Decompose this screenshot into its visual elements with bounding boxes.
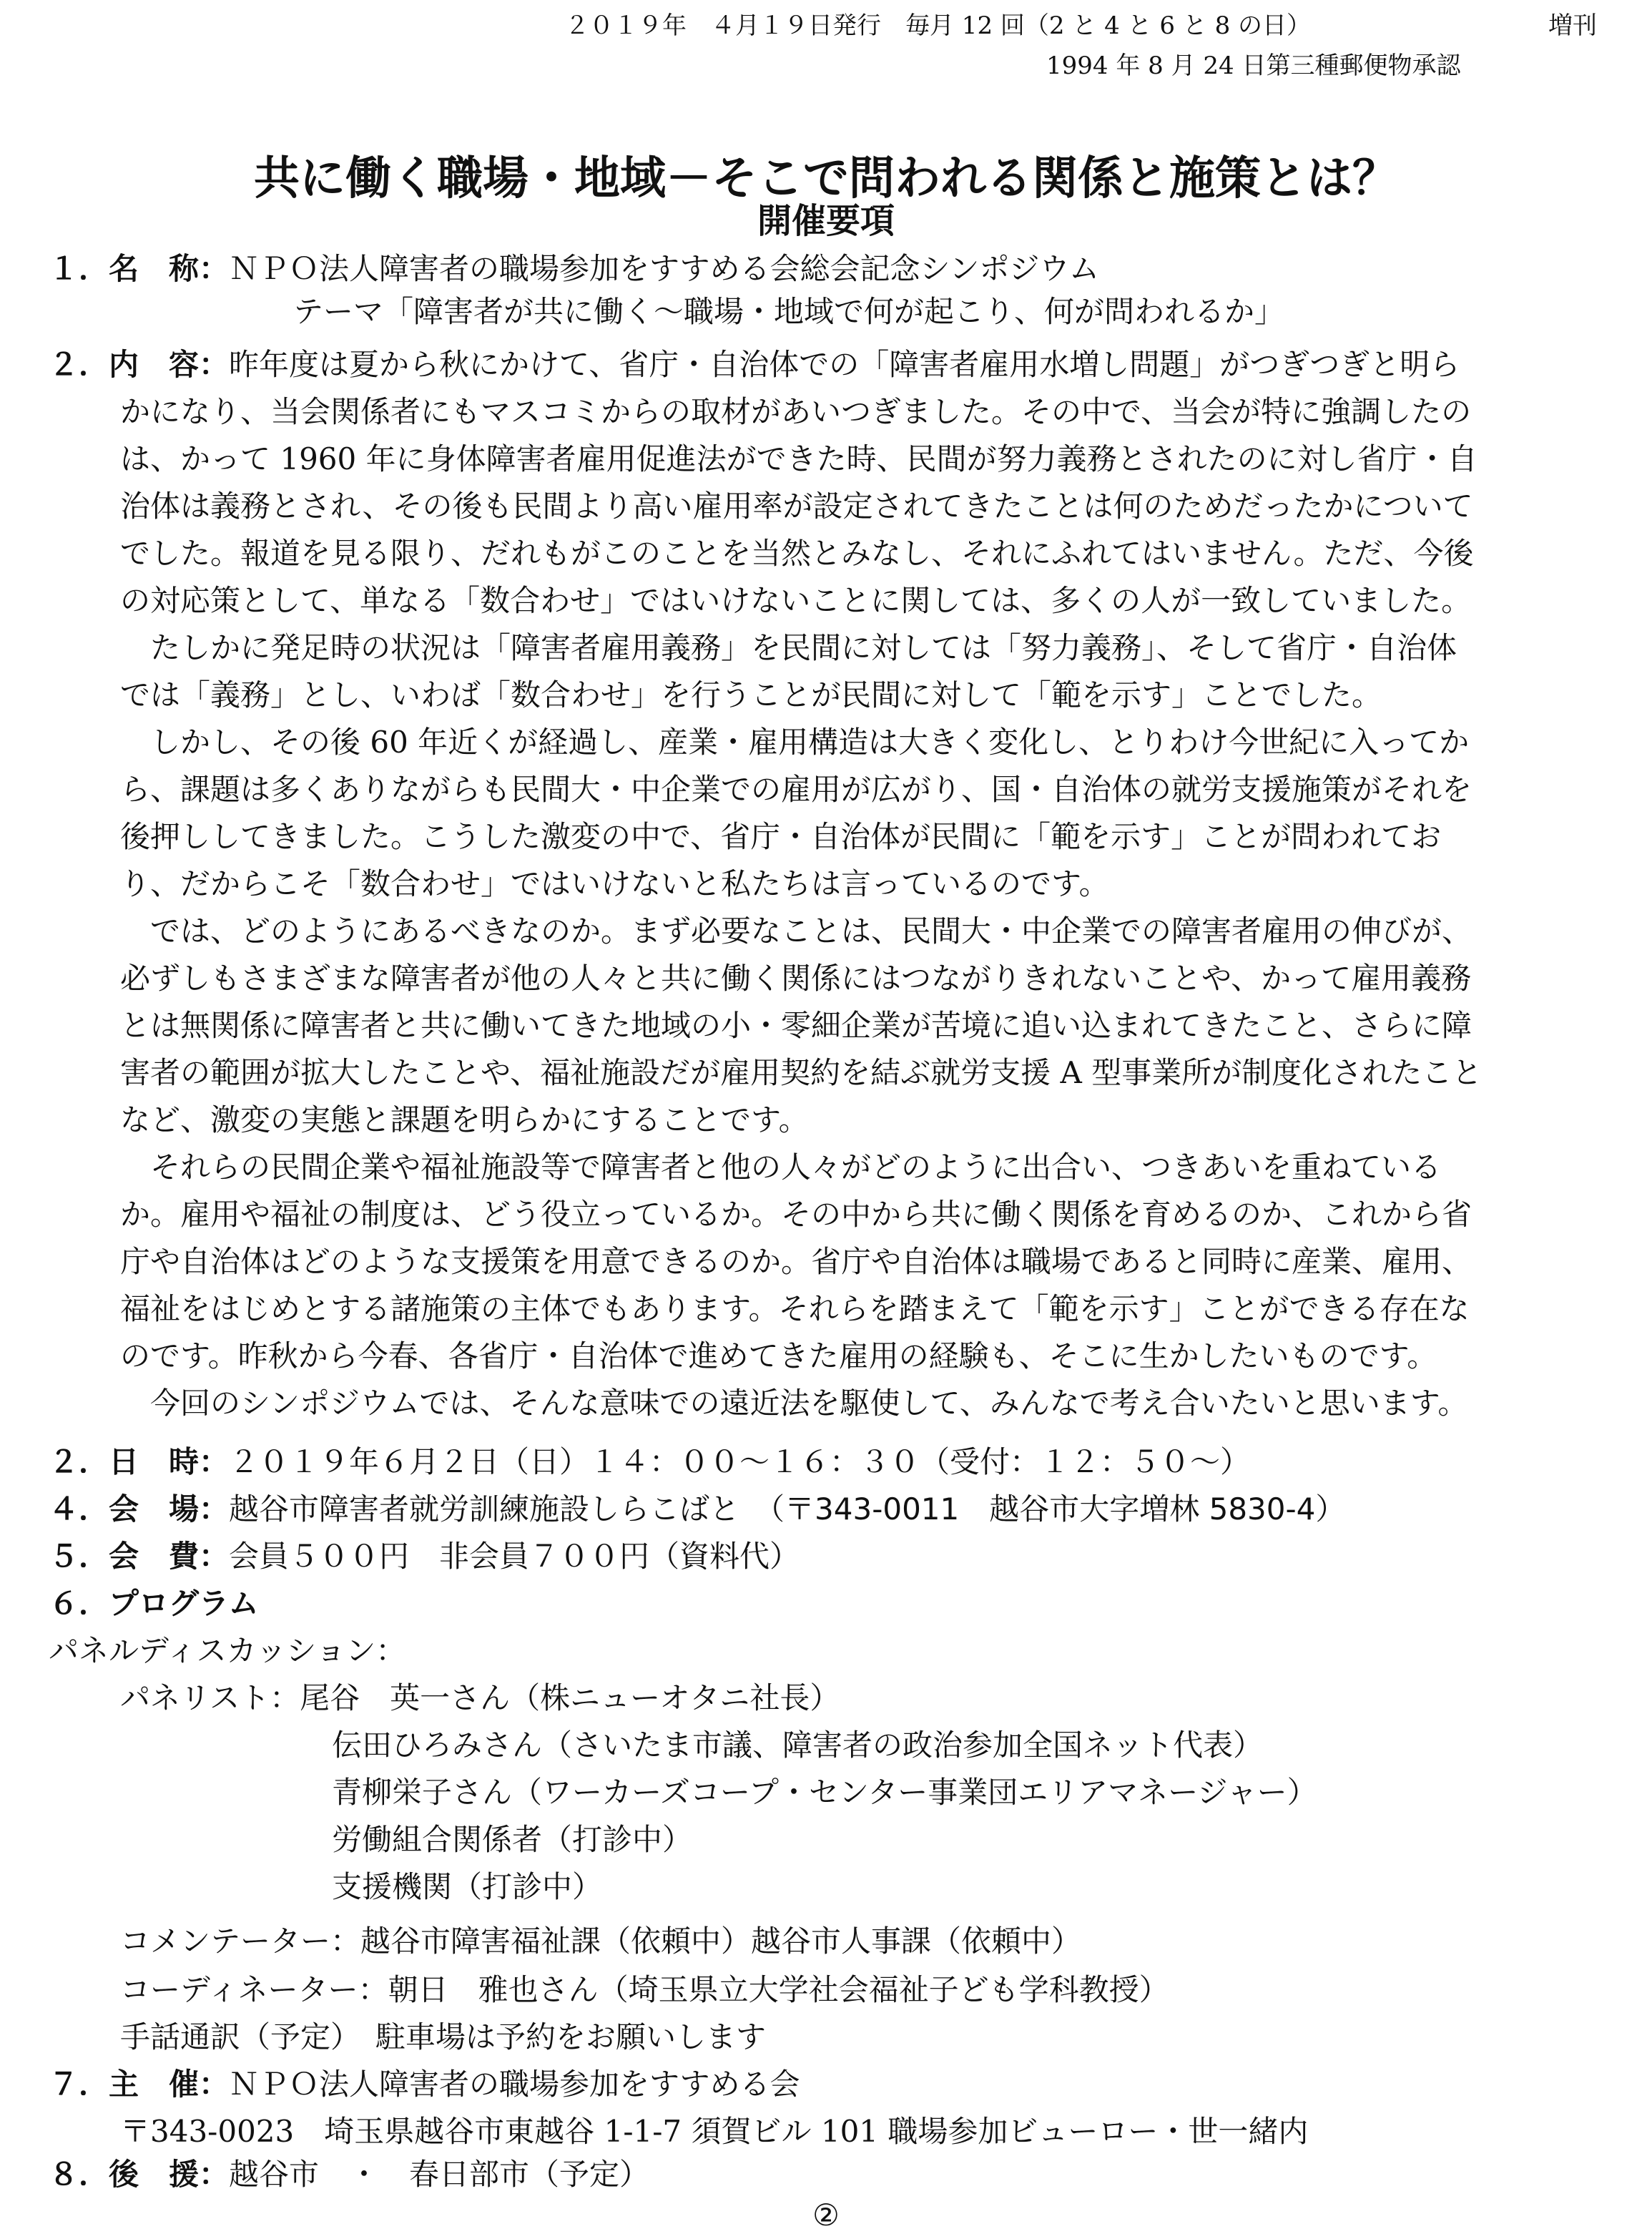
section-number: ２． [49,347,109,382]
paragraph-line: かになり、当会関係者にもマスコミからの取材があいつぎました。その中で、当会が特に強調したの [120,394,1472,429]
organizer-address: 〒343-0023 埼玉県越谷市東越谷 1-1-7 須賀ビル 101 職場参加ビューロー・世一緒内 [120,2114,1309,2149]
paragraph-line: は、かって 1960 年に身体障害者雇用促進法ができた時、民間が努力義務とされたのに対し省庁・自 [120,441,1478,476]
section-number: ７． [49,2067,109,2102]
coordinator-label: コーディネーター： [120,1972,388,2007]
section-value: ＮＰＯ法人障害者の職場参加をすすめる会 [229,2067,800,2102]
program-note: 手話通訳（予定） 駐車場は予約をお願いします [120,2019,767,2054]
paragraph-line: か。雇用や福祉の制度は、どう役立っているか。その中から共に働く関係を育めるのか、これから省 [120,1197,1472,1232]
section-organizer [49,2063,800,2107]
paragraph-line: では、どのようにあるべきなのか。まず必要なことは、民間大・中企業での障害者雇用の伸びが、 [120,913,1472,949]
extra-edition-label: 増刊 [1548,11,1597,40]
paragraph-line: など、激変の実態と課題を明らかにすることです。 [120,1102,809,1137]
commentator-value: 越谷市障害福祉課（依頼中）越谷市人事課（依頼中） [360,1924,1082,1959]
section-number: ４． [49,1491,109,1527]
section-label: 会 場： [109,1491,230,1527]
page-subtitle: 開催要項 [757,201,895,241]
paragraph-line: 後押ししてきました。こうした激変の中で、省庁・自治体が民間に「範を示す」ことが問われてお [120,819,1442,854]
panelist: 労働組合関係者（打診中） [332,1822,693,1857]
venue-address: （〒343-0011 越谷市大字増林 5830-4） [770,1491,1346,1527]
section-label: 日 時： [109,1444,230,1479]
section-value: 越谷市障害者就労訓練施設しらこばと [229,1491,770,1527]
commentator-row [120,1920,1081,1964]
section-fee [49,1535,800,1579]
section-number: ６． [49,1586,109,1621]
section-datetime [49,1441,1250,1485]
coordinator-value: 朝日 雅也さん（埼玉県立大学社会福祉子ども学科教授） [388,1972,1169,2007]
panelists-label: パネリスト： [120,1680,300,1715]
issue-date-line: ２０１９年 ４月１９日発行 毎月 12 回（2 と 4 と 6 と 8 の日） [565,11,1312,40]
paragraph-line: でした。報道を見る限り、だれもがこのことを当然とみなし、それにふれてはいません。ただ、今後 [120,536,1474,571]
section-label: 内 容： [109,347,230,382]
paragraph-line: ら、課題は多くありながらも民間大・中企業での雇用が広がり、国・自治体の就労支援施策がそれを [120,772,1472,807]
paragraph-line: それらの民間企業や福祉施設等で障害者と他の人々がどのように出合い、つきあいを重ねている [120,1150,1441,1185]
panelist: 伝田ひろみさん（さいたま市議、障害者の政治参加全国ネット代表） [332,1728,1264,1763]
section-support [49,2153,649,2198]
section-value: ＮＰＯ法人障害者の職場参加をすすめる会総会記念シンポジウム [229,251,1099,286]
section-value: ２０１９年６月２日（日）１４：００～１６：３０（受付：１２：５０～） [229,1444,1251,1479]
section-label: 会 費： [109,1539,230,1574]
commentator-label: コメンテーター： [120,1924,361,1959]
paragraph-line: とは無関係に障害者と共に働いてきた地域の小・零細企業が苦境に追い込まれてきたこと、さらに障 [120,1008,1472,1043]
section-label: 主 催： [109,2067,230,2102]
section-number: ２． [49,1444,109,1479]
paragraph-line: り、だからこそ「数合わせ」ではいけないと私たちは言っているのです。 [120,866,1109,901]
section-label: 後 援： [109,2157,230,2192]
paragraph-line: 今回のシンポジウムでは、そんな意味での遠近法を駆使して、みんなで考え合いたいと思います。 [120,1386,1468,1421]
coordinator-row [120,1969,1169,2013]
paragraph-line: 昨年度は夏から秋にかけて、省庁・自治体での「障害者雇用水増し問題」がつぎつぎと明ら [229,347,1460,382]
paragraph-line: しかし、その後 60 年近くが経過し、産業・雇用構造は大きく変化し、とりわけ今世紀に入ってか [120,725,1470,760]
section-content [49,343,1460,388]
panel-discussion-label: パネルディスカッション： [49,1633,406,1668]
paragraph-line: のです。昨秋から今春、各省庁・自治体で進めてきた雇用の経験も、そこに生かしたいものです。 [120,1338,1437,1373]
section-value: 越谷市 ・ 春日部市（予定） [229,2157,650,2192]
paragraph-line: 福祉をはじめとする諸施策の主体でもあります。それらを踏まえて「範を示す」ことができる存在な [120,1291,1470,1326]
page-title: 共に働く職場・地域－そこで問われる関係と施策とは？ [254,152,1398,205]
section-number: １． [49,251,109,286]
section-program [49,1582,259,1627]
section-number: ８． [49,2157,109,2192]
section-label: 名 称： [109,251,230,286]
paragraph-line: たしかに発足時の状況は「障害者雇用義務」を民間に対しては「努力義務」、そして省庁・自治体 [120,630,1457,665]
page-number: ② [812,2198,840,2233]
section-number: ５． [49,1539,109,1574]
paragraph-line: では「義務」とし、いわば「数合わせ」を行うことが民間に対して「範を示す」ことでした。 [120,677,1382,712]
paragraph-line: 害者の範囲が拡大したことや、福祉施設だが雇用契約を結ぶ就労支援 A 型事業所が制度化されたこと [120,1055,1483,1090]
panelist: 支援機関（打診中） [332,1869,603,1904]
section-label: プログラム [109,1586,259,1621]
paragraph-line: 必ずしもさまざまな障害者が他の人々と共に働く関係にはつながりきれないことや、かって雇用義務 [120,961,1472,996]
theme-line: テーマ「障害者が共に働く～職場・地域で何が起こり、何が問われるか」 [293,294,1285,329]
paragraph-line: 庁や自治体はどのような支援策を用意できるのか。省庁や自治体は職場であると同時に産業、雇用、 [120,1244,1472,1279]
panelists-row [120,1677,840,1721]
section-venue [49,1488,1345,1532]
panelist: 青柳栄子さん（ワーカーズコープ・センター事業団エリアマネージャー） [332,1775,1317,1810]
paragraph-line: の対応策として、単なる「数合わせ」ではいけないことに関しては、多くの人が一致していました。 [120,583,1472,618]
paragraph-line: 治体は義務とされ、その後も民間より高い雇用率が設定されてきたことは何のためだったかについて [120,489,1473,524]
postal-permit-line: 1994 年 8 月 24 日第三種郵便物承認 [1046,52,1461,80]
section-value: 会員５００円 非会員７００円（資料代） [229,1539,800,1574]
panelist: 尾谷 英一さん（株ニューオタニ社長） [300,1680,840,1715]
section-name [49,248,1099,292]
